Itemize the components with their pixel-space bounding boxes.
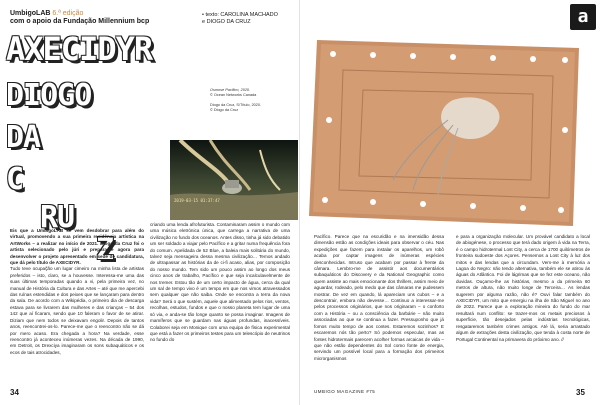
- left-column-2: [150, 222, 290, 386]
- copper-plate-photo: [303, 30, 593, 230]
- body-paragraph: Pacífico. Parece que na escuridão e na imensidão dessa dimensão estão as condições ideais para observar o céu. Nas expedições que fazem para instalar os aparelhos, um robô acaba por captar imagens de inúmeras espécies desconhecidas. Intruso que acabam por passar à frente da câmara. Lembro-me de assistir aos documentários subaquáticos do Discovery e da National Geographic como quem assiste ao mais emocionante dos thrillers, assim meio de aguardar, rodeado, pelo medo que das câmaras me pudessem mostrar. De vez em quando, lá apareciam uns cubos – e a descontrair, embora não devesse… Continuo a interessar-me pelos processos originários, que nos originaram – o conforto com a História – ou a consciência da barbárie – não muito associadas ao que se continua a fazer. Pressuponho que já fomos muito tempo de aos contes. Estaremos sozinhos? E escaremos nós tão perto? Só podemos especular, mas as fontes hidrotermais parecem acolher formas arcaicas de vida – que não estão dependentes do Sol como fonte de energia, servindo um possível local para a formação dos primeiros microrganismos: [314, 234, 444, 361]
- big-title-c: C: [6, 162, 24, 197]
- body-paragraph: Tudo teve ocupaç̃ão um lugar cimeiro na minha lista de artistas preferidos – isto, claro, se a houvesse. Interessa-me uma das suas últimas temporadas quando a vi, pela primeira vez, no manual de História da Cultura e das Artes – até que me apercebi das ruínas estendidas e dos peixes que se lançaram para dentro da sala. De acordo com a Wikipédia, o primeiro dia de descarga estava para se livrarem das mulheres e das crianças – 54 dos 142 que aí ficaram, sendo que 10 faleram o favor de se atirar. Diziam que nem todos se deixavam engolir. Depois de tantos anos, reencontrei-os-lo. Parece-me que o reencontro não se dá por mero acaso. Era chegada a hora? Na verdade, esse reencontro já aconteceu inúmeras vezes. Na década de 1990, em Detroit, os Drexciya imaginaram os sons subaquáticos e os ecos de tais atrocidades,: [10, 266, 144, 355]
- body-paragraph: e para a organização molecular. Um provável candidato a local de abiogénese, o processo que terá dado origem à vida na Terra, é o campo hidrotermal Lost City, a cerca de 1700 quilómetros de fronteira sudoeste dos Açores. Pensemos a Lost City à luz dos mitos e das lendas que a circundam. Vem-me à memória a Lagoa do Negro: não tendo alternativa, também ele se atirou às águas do Atlântico. Foi de lágrimas que se fez este oceano, não duvidas. Ouçamo-lhe as histórias, mesmo a da primeira 60 metros de altura, não muito longe de Terceira… As lendas sugerem por alguma razão, não é? Ouvi falar também do AXECIDYR, um mito que emergiu na ilha de São Miguel no ano de 2022. Parece que a exploração mineira do fundo do mar resultará num conflito: se trazer-mos os metais preciosos à superfície, tão desejados pelas indústrias tecnológicas, resgataremos também crimes antigos. Até lá, seria arrastado algum de extrações desta civilização, que tenda à costa norte de Portugal Continental na primavera do próximo ano. //: [456, 234, 590, 342]
- copper-plate-image: [303, 30, 593, 230]
- section-tab-icon: a: [570, 4, 596, 30]
- caption-line: © Ocean Networks Canada: [210, 93, 257, 97]
- big-title-da: DA: [6, 120, 41, 155]
- photo-timestamp: 2019-03-15 01:37:47: [174, 198, 220, 203]
- caption-line: © Diogo da Cruz: [210, 108, 239, 112]
- credit-line: e DIOGO DA CRUZ: [202, 19, 251, 25]
- author-credit: [202, 12, 312, 26]
- right-column-2: [456, 234, 590, 386]
- left-column-1: [10, 228, 144, 386]
- section-header: [10, 10, 210, 26]
- page-number-right: 35: [576, 388, 585, 397]
- underwater-photo: [170, 140, 298, 220]
- magazine-footer: UMBIGO MAGAZINE #75: [314, 389, 376, 394]
- underwater-image: [170, 140, 298, 220]
- edition-label: 6.ª edição: [52, 10, 84, 17]
- section-title: UmbigoLAB: [10, 10, 51, 17]
- big-title-ru: RU: [40, 200, 75, 235]
- big-title-axecidyr: AXECIDYR: [6, 30, 153, 68]
- page-number-left: 34: [10, 388, 19, 397]
- caption-line: Diogo da Cruz, S/Título, 2020.: [210, 103, 262, 107]
- photo-caption: [210, 88, 300, 113]
- section-subtitle: com o apoio da Fundação Millennium bcp: [10, 18, 150, 25]
- right-column-1: [314, 234, 444, 386]
- caption-line: Osmose Pacifico, 2020.: [210, 88, 251, 92]
- big-title-diogo: DIOGO: [6, 78, 92, 113]
- intro-paragraph: Eis que a UmbigoLAB se vem desdobrar para além do virtual, promovendo a sua primeira residência artística na ArtWorks – a realizar no início de 2021. Diogo da Cruz foi o artista selecionado pelo júri e prepara-se agora para desenvolver o projeto apresentado em sede de candidatura, que dá pelo título de AXECIDYR.: [10, 228, 144, 266]
- credit-line: • texto: CAROLINA MACHADO: [202, 12, 278, 18]
- body-paragraph: criando uma lenda afrofuturista. Contaminaram assim o mundo com uma música eletrónica única, que carrega a narrativa de uma civilização no fundo dos oceanos. Antes disso, tinha já sido debatido um ser soldado a viajar pelo Pacífico e a gritar numa frequência fora do comum. Apelidada de 52 Blue, a baleia mais solitária do mundo, talvez seja mensageira dessa mesma civilização… Temos andado de ultrapassar as histórias da de ci-fi acaso, alias, por composição do nosso mundo. Tem sido um pouco assim ao longo dos meus cinco anos de trabalho, Pacífico e que seja incalculavelmente de nos tremer. Estou tão de um certo impacto de água, cerca da qual um sal de tempo vivo é um tempo em que nos vimos atravessados sem qualquer que não saiba. Onde se encontra a terra da nova vida? Será o que sustém, aquele que alimentado pelos rios, ventos, recolhas, estudos, fundos e que o nosso planeta tem lugar de uma só via, e anda-se tão longe quanto se possa imaginar. Imagens de mamíferos que se guardam nas águas profundas, inacessíveis. Colaborei seja em Monique com uma equipa de física experimental que está a fazer os primeiros testes para um telescópio de neutrinos no fundo do: [150, 222, 290, 343]
- big-title-z: Z: [96, 232, 114, 267]
